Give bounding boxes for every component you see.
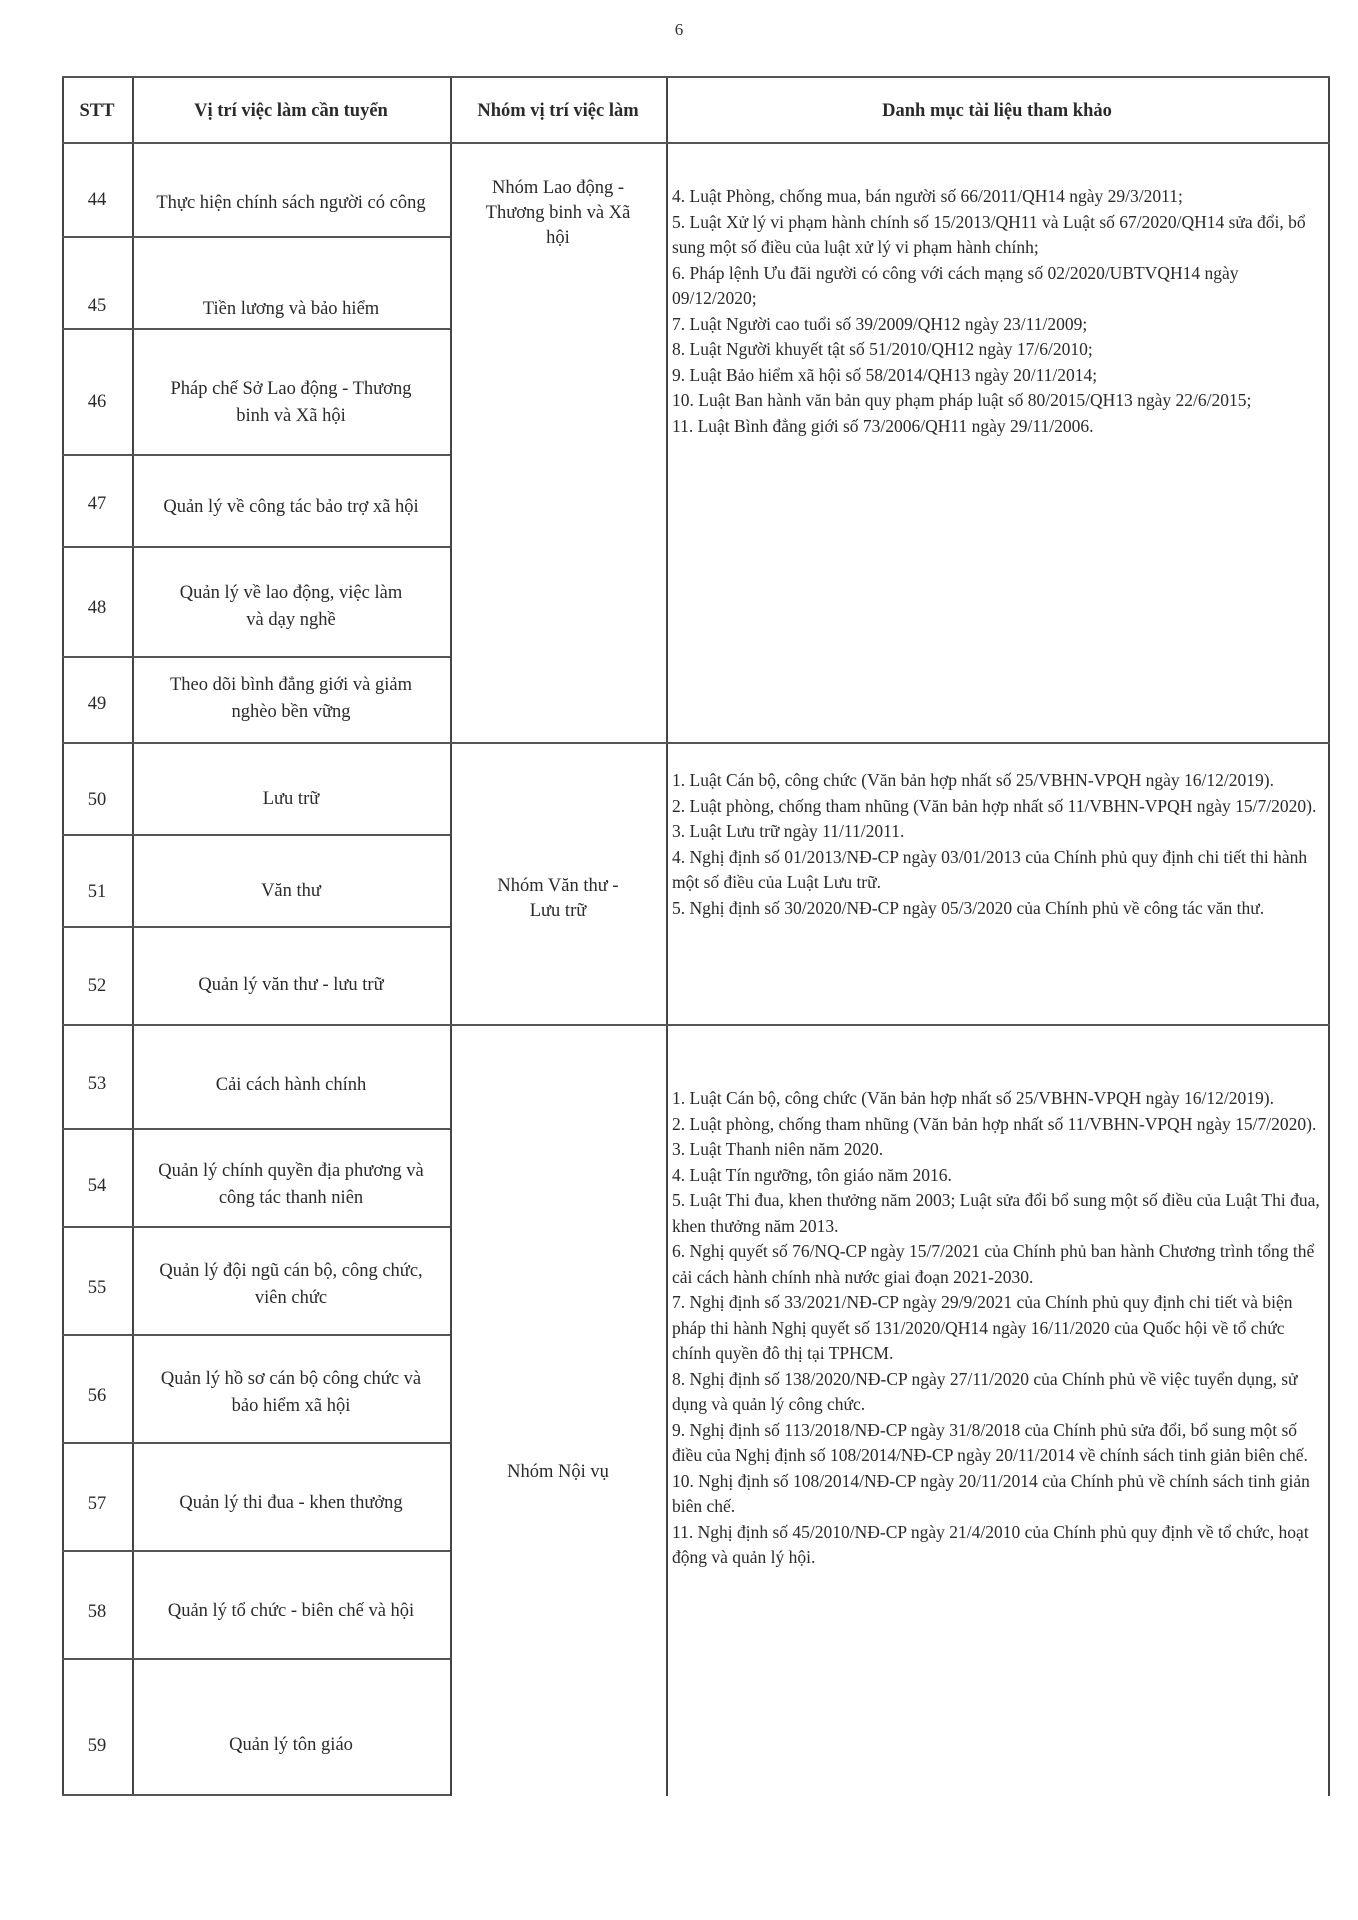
row-divider <box>62 1128 450 1130</box>
reference-item: 3. Luật Lưu trữ ngày 11/11/2011. <box>672 821 905 841</box>
reference-item: 7. Luật Người cao tuổi số 39/2009/QH12 ngày 23/11/2009; <box>672 313 1088 334</box>
reference-item: 8. Nghị định số 138/2020/NĐ-CP ngày 27/11/2020 của Chính phủ về việc tuyển dụng, sử dụng và quản lý công chức. <box>672 1368 1298 1414</box>
row-divider <box>62 656 450 658</box>
header-position: Vị trí việc làm cần tuyển <box>194 101 388 121</box>
column-divider <box>450 76 452 1796</box>
header-divider <box>62 142 1330 144</box>
reference-item: 1. Luật Cán bộ, công chức (Văn bản hợp nhất số 25/VBHN-VPQH ngày 16/12/2019). <box>672 1088 1274 1108</box>
row-stt: 46 <box>87 392 107 412</box>
row-position: Thực hiện chính sách người có công <box>156 193 426 213</box>
group-name: Nhóm Văn thư - Lưu trữ <box>497 876 619 921</box>
reference-item: 6. Pháp lệnh Ưu đãi người có công với cách mạng số 02/2020/UBTVQH14 ngày 09/12/2020; <box>672 262 1239 308</box>
reference-item: 5. Luật Thi đua, khen thưởng năm 2003; Luật sửa đổi bổ sung một số điều của Luật Thi đua, khen thưởng năm 2013. <box>672 1190 1320 1236</box>
row-stt: 45 <box>87 296 107 316</box>
reference-item: 9. Nghị định số 113/2018/NĐ-CP ngày 31/8/2018 của Chính phủ sửa đổi, bổ sung một số điều của Nghị định số 108/2014/NĐ-CP ngày 20/11/2014 về chính sách tinh giản biên chế. <box>672 1419 1308 1465</box>
header-stt: STT <box>79 101 115 121</box>
reference-list <box>672 768 1324 921</box>
row-stt: 44 <box>87 190 107 210</box>
row-stt: 48 <box>87 598 107 618</box>
row-position: Quản lý văn thư - lưu trữ <box>198 975 384 995</box>
row-position: Quản lý đội ngũ cán bộ, công chức, viên chức <box>159 1261 423 1308</box>
reference-item: 2. Luật phòng, chống tham nhũng (Văn bản hợp nhất số 11/VBHN-VPQH ngày 15/7/2020). <box>672 795 1317 816</box>
table-border-right <box>1328 76 1330 1796</box>
column-divider <box>132 76 134 1796</box>
reference-item: 9. Luật Bảo hiểm xã hội số 58/2014/QH13 ngày 20/11/2014; <box>672 364 1098 385</box>
reference-list <box>672 184 1324 439</box>
column-divider <box>666 76 668 1796</box>
reference-item: 8. Luật Người khuyết tật số 51/2010/QH12 ngày 17/6/2010; <box>672 339 1093 359</box>
row-divider <box>62 546 450 548</box>
reference-item: 5. Luật Xử lý vi phạm hành chính số 15/2013/QH11 và Luật số 67/2020/QH14 sửa đổi, bổ sung một số điều của luật xử lý vi phạm hành chính; <box>672 211 1306 257</box>
row-stt: 57 <box>87 1494 107 1514</box>
row-position: Quản lý hồ sơ cán bộ công chức và bảo hiểm xã hội <box>160 1369 422 1416</box>
reference-list <box>672 1086 1324 1571</box>
row-stt: 53 <box>87 1074 107 1094</box>
row-position: Quản lý tôn giáo <box>229 1735 353 1755</box>
row-divider <box>62 1334 450 1336</box>
row-stt: 54 <box>87 1176 107 1196</box>
row-position: Quản lý tổ chức - biên chế và hội <box>167 1601 415 1621</box>
row-divider <box>62 1550 450 1552</box>
group-divider <box>62 1024 1330 1026</box>
group-name: Nhóm Lao động - Thương binh và Xã hội <box>485 178 631 248</box>
reference-item: 5. Nghị định số 30/2020/NĐ-CP ngày 05/3/2020 của Chính phủ về công tác văn thư. <box>672 897 1265 918</box>
row-stt: 58 <box>87 1602 107 1622</box>
row-position: Quản lý chính quyền địa phương và công tác thanh niên <box>158 1161 424 1208</box>
row-stt: 52 <box>87 976 107 996</box>
row-stt: 47 <box>87 494 107 514</box>
row-position: Quản lý về lao động, việc làm và dạy nghề <box>179 583 403 630</box>
page-number: 6 <box>674 20 684 39</box>
table-border-left <box>62 76 64 1796</box>
reference-item: 10. Luật Ban hành văn bản quy phạm pháp luật số 80/2015/QH13 ngày 22/6/2015; <box>672 390 1252 410</box>
reference-table <box>62 76 1332 1796</box>
header-group: Nhóm vị trí việc làm <box>477 101 639 121</box>
row-stt: 56 <box>87 1386 107 1406</box>
group-divider <box>62 742 1330 744</box>
row-divider <box>62 1226 450 1228</box>
row-divider <box>62 328 450 330</box>
row-stt: 50 <box>87 790 107 810</box>
table-border-top <box>62 76 1330 78</box>
reference-item: 1. Luật Cán bộ, công chức (Văn bản hợp nhất số 25/VBHN-VPQH ngày 16/12/2019). <box>672 770 1274 790</box>
header-references: Danh mục tài liệu tham khảo <box>882 101 1112 121</box>
reference-item: 11. Luật Bình đẳng giới số 73/2006/QH11 ngày 29/11/2006. <box>672 415 1094 436</box>
row-divider <box>62 454 450 456</box>
row-divider <box>62 1658 450 1660</box>
reference-item: 11. Nghị định số 45/2010/NĐ-CP ngày 21/4/2010 của Chính phủ quy định về tổ chức, hoạt động và quản lý hội. <box>672 1521 1309 1567</box>
row-divider <box>62 926 450 928</box>
row-position: Quản lý về công tác bảo trợ xã hội <box>163 497 419 517</box>
reference-item: 7. Nghị định số 33/2021/NĐ-CP ngày 29/9/2021 của Chính phủ quy định chi tiết và biện pháp thi hành Nghị quyết số 131/2020/QH14 ngày 16/11/2020 của Quốc hội về tổ chức chính quyền đô thị tại TPHCM. <box>672 1292 1293 1363</box>
table-border-bottom <box>62 1794 450 1796</box>
group-name: Nhóm Nội vụ <box>507 1462 609 1482</box>
reference-item: 4. Luật Tín ngưỡng, tôn giáo năm 2016. <box>672 1164 952 1185</box>
reference-item: 3. Luật Thanh niên năm 2020. <box>672 1139 884 1159</box>
row-stt: 55 <box>87 1278 107 1298</box>
reference-item: 4. Luật Phòng, chống mua, bán người số 66/2011/QH14 ngày 29/3/2011; <box>672 186 1183 206</box>
row-position: Quản lý thi đua - khen thưởng <box>179 1493 403 1513</box>
row-position: Văn thư <box>261 881 321 901</box>
row-position: Pháp chế Sở Lao động - Thương binh và Xã hội <box>170 379 412 426</box>
row-stt: 51 <box>87 882 107 902</box>
row-divider <box>62 1442 450 1444</box>
row-stt: 59 <box>87 1736 107 1756</box>
row-stt: 49 <box>87 694 107 714</box>
reference-item: 6. Nghị quyết số 76/NQ-CP ngày 15/7/2021 của Chính phủ ban hành Chương trình tổng thể cải cách hành chính nhà nước giai đoạn 2021-2030. <box>672 1241 1315 1287</box>
row-position: Theo dõi bình đẳng giới và giảm nghèo bền vững <box>169 675 413 722</box>
row-position: Tiền lương và bảo hiểm <box>202 299 380 319</box>
reference-item: 4. Nghị định số 01/2013/NĐ-CP ngày 03/01/2013 của Chính phủ quy định chi tiết thi hành một số điều của Luật Lưu trữ. <box>672 846 1308 892</box>
reference-item: 2. Luật phòng, chống tham nhũng (Văn bản hợp nhất số 11/VBHN-VPQH ngày 15/7/2020). <box>672 1113 1317 1134</box>
row-position: Lưu trữ <box>262 789 320 809</box>
row-divider <box>62 236 450 238</box>
row-divider <box>62 834 450 836</box>
reference-item: 10. Nghị định số 108/2014/NĐ-CP ngày 20/11/2014 của Chính phủ về chính sách tinh giản biên chế. <box>672 1470 1310 1516</box>
row-position: Cải cách hành chính <box>215 1075 367 1095</box>
